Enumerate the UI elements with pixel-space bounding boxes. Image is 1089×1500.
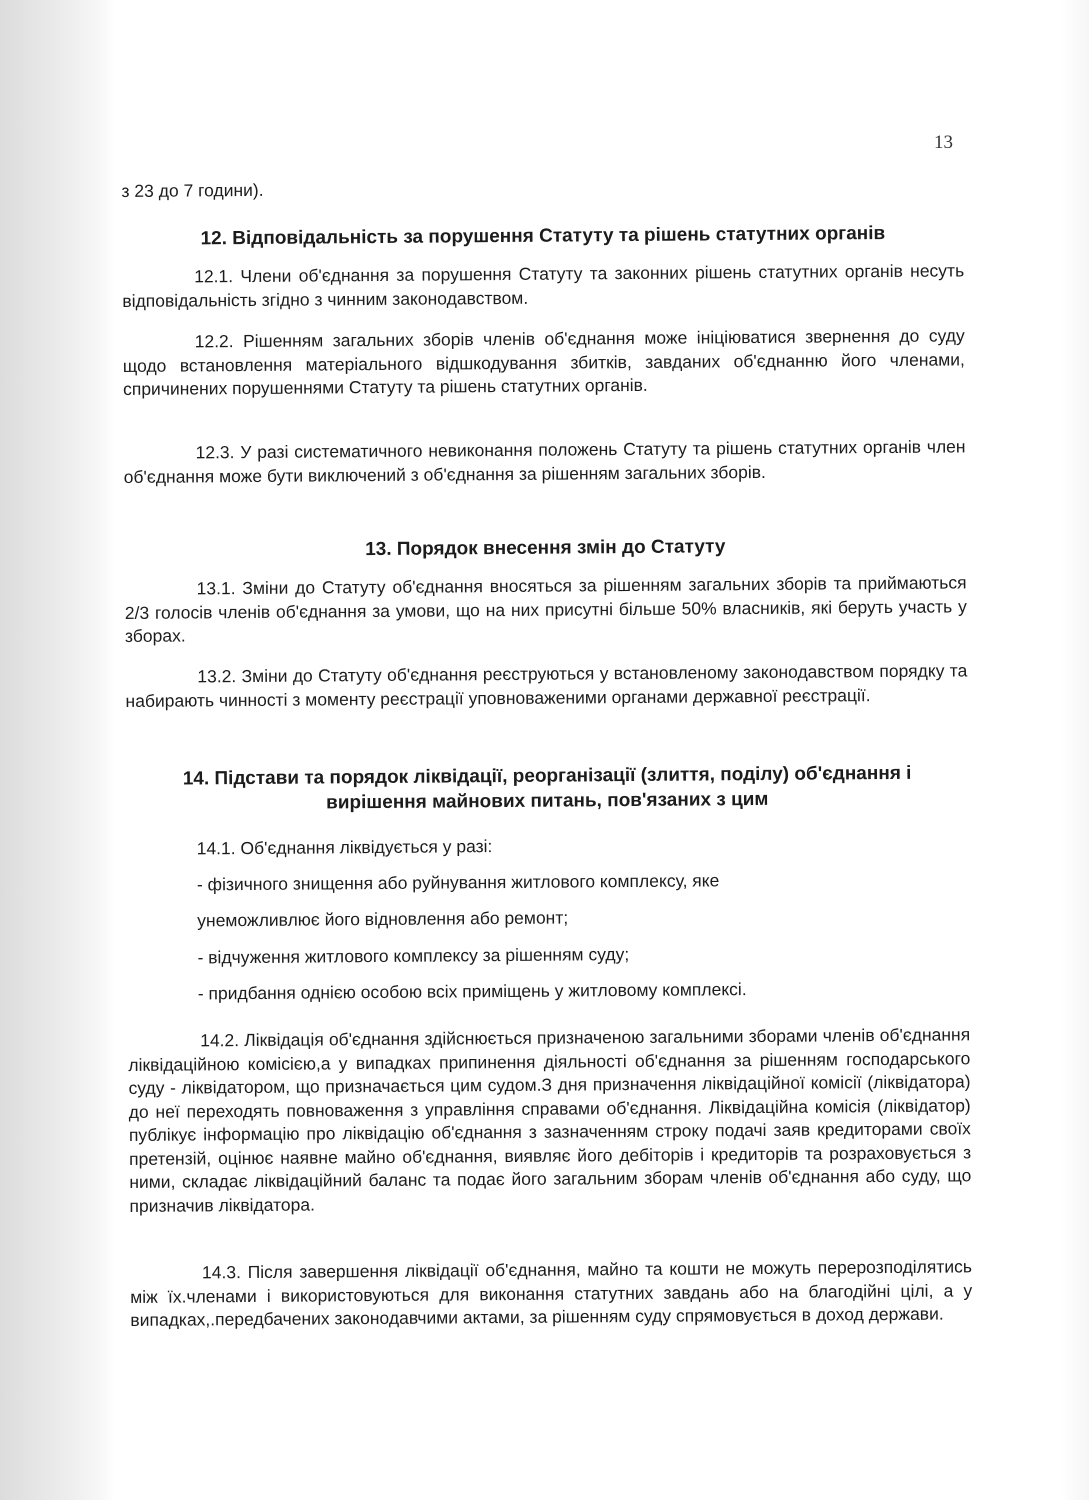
paragraph-14-2: 14.2. Ліквідація об'єднання здійснюється призначеною загальними зборами членів об'єднання ліквідаційною комісією,а у випадках припинення діяльності об'єднання за рішенням господарського суду - ліквідатором, що призначається цим судом.З дня призначення ліквідаційної комісії (ліквідатора) до неї переходять повноваження з управління справами об'єднання. Ліквідаційна комісія (ліквідатор) публікує інформацію про ліквідацію об'єднання з зазначенням строку подачі заяв кредиторами своїх претензій, оцінює наявне майно об'єднання, виявляє його дебіторів і кредиторів та розраховується з ними, складає ліквідаційний баланс та подає його загальним зборам членів об'єднання або суду, що призначив ліквідатора.	[128, 1024, 972, 1216]
list-item-1-line1: - фізичного знищення або руйнування житлового комплексу, яке	[196, 870, 720, 895]
section-14-heading-line1: 14. Підстави та порядок ліквідації, реорганізації (злиття, поділу) об'єднання і	[182, 762, 912, 790]
paragraph-13-2: 13.2. Зміни до Статуту об'єднання реєструються у встановленому законодавством порядку та набирають чинності з моменту реєстрації уповноваженими органами державної реєстрації.	[125, 660, 968, 711]
paragraph-12-1: 12.1. Члени об'єднання за порушення Статуту та законних рішень статутних органів несуть відповідальність згідно з чинним законодавством.	[122, 260, 965, 311]
paragraph-12-3: 12.3. У разі систематичного невиконання положень Статуту та рішень статутних органів член об'єднання може бути виключений з об'єднання за рішенням загальних зборів.	[123, 436, 966, 487]
paragraph-14-1: 14.1. Об'єднання ліквідується у разі:	[196, 836, 493, 859]
page-number: 13	[934, 132, 953, 153]
section-14-heading-line2: вирішення майнових питань, пов'язаних з цим	[326, 788, 769, 814]
list-item-2: - відчуження житлового комплексу за рішенням суду;	[197, 944, 630, 968]
list-item-3: - придбання однією особою всіх приміщень у житловому комплексі.	[197, 979, 747, 1004]
section-12-heading: 12. Відповідальність за порушення Статуту та рішень статутних органів	[200, 222, 886, 250]
paragraph-12-2: 12.2. Рішенням загальних зборів членів об'єднання може ініціюватися звернення до суду щодо встановлення матеріального відшкодування збитків, завданих об'єднанню його членами, спричинених порушеннями Статуту та рішень статутних органів.	[122, 325, 965, 399]
paragraph-13-1: 13.1. Зміни до Статуту об'єднання вносяться за рішенням загальних зборів та приймаються 2/3 голосів членів об'єднання за умови, що на них присутні більше 50% власників, які беруть участь у зборах.	[124, 572, 967, 646]
intro-fragment: з 23 до 7 години).	[121, 179, 264, 201]
list-item-1-line2: унеможливлює його відновлення або ремонт;	[197, 907, 569, 931]
paragraph-14-3: 14.3. Після завершення ліквідації об'єднання, майно та кошти не можуть перерозподілятись між їх.членами і використовуються для виконання статутних завдань або на благодійні цілі, а у випадках,.передбачених законодавчими актами, за рішенням суду спрямовується в доход держави.	[130, 1256, 973, 1330]
section-13-heading: 13. Порядок внесення змін до Статуту	[365, 536, 726, 561]
